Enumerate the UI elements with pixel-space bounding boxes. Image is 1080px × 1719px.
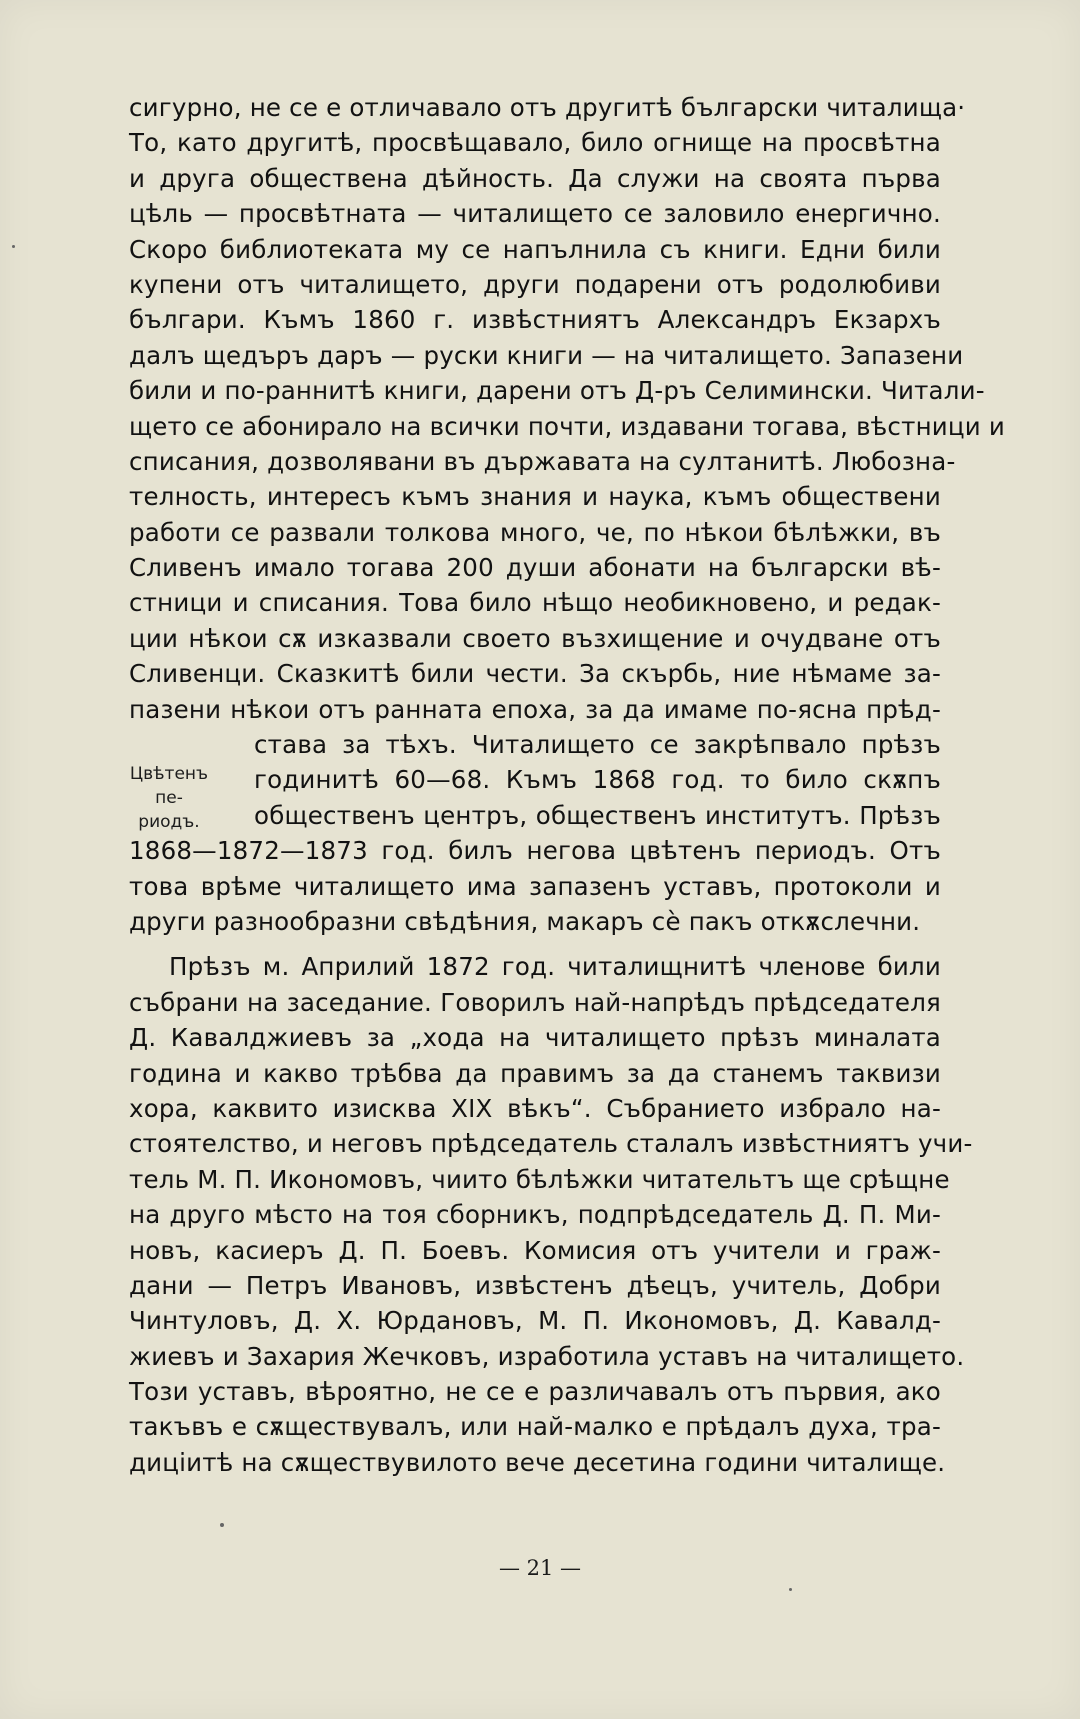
text-line-inset: годинитѣ 60—68. Къмъ 1868 год. то било скѫпъ bbox=[254, 765, 941, 795]
margin-note-line: риодъ. bbox=[138, 812, 200, 832]
text-line: работи се развали толкова много, че, по нѣкои бѣлѣжки, въ bbox=[129, 517, 941, 547]
text-line: хора, каквито изисква XIX вѣкъ“. Събранието избрало на- bbox=[129, 1093, 941, 1123]
text-line: тель М. П. Икономовъ, чиито бѣлѣжки читательтъ ще срѣщне bbox=[129, 1164, 950, 1194]
text-line: година и какво трѣбва да правимъ за да станемъ таквизи bbox=[129, 1058, 941, 1088]
text-line: това врѣме читалището има запазенъ уставъ, протоколи и bbox=[129, 871, 941, 901]
text-line: купени отъ читалището, други подарени отъ родолюбиви bbox=[129, 269, 941, 299]
text-line: 1868—1872—1873 год. билъ негова цвѣтенъ периодъ. Отъ bbox=[129, 836, 941, 866]
text-line: стоятелство, и неговъ прѣдседатель сталалъ извѣстниятъ учи- bbox=[129, 1129, 973, 1159]
text-line: новъ, касиеръ Д. П. Боевъ. Комисия отъ учители и граж- bbox=[129, 1235, 941, 1265]
text-line: били и по-раннитѣ книги, дарени отъ Д-ръ Селимински. Читали- bbox=[129, 376, 985, 406]
text-line: Прѣзъ м. Априлий 1872 год. читалищнитѣ членове били bbox=[169, 952, 941, 982]
text-line: Скоро библиотеката му се напълнила съ книги. Едни били bbox=[129, 234, 941, 264]
text-line-inset: става за тѣхъ. Читалището се закрѣпвало прѣзъ bbox=[254, 730, 941, 760]
paper-speck bbox=[220, 1523, 224, 1527]
text-line-inset: общественъ центръ, общественъ институтъ. Прѣзъ bbox=[254, 800, 941, 830]
text-line: цѣль — просвѣтната — читалището се заловило енергично. bbox=[129, 199, 941, 229]
text-line: Д. Кавалджиевъ за „хода на читалището прѣзъ миналата bbox=[129, 1023, 941, 1053]
text-line: дицiитѣ на сѫществувилото вече десетина години читалище. bbox=[129, 1447, 946, 1477]
text-line: Сливенци. Сказкитѣ били чести. За скърбь, ние нѣмаме за- bbox=[129, 659, 941, 689]
paper-speck bbox=[12, 245, 15, 248]
text-line: щето се абонирало на всички почти, издавани тогава, вѣстници и bbox=[129, 411, 1006, 441]
text-line: Този уставъ, вѣроятно, не се е различавалъ отъ първия, ако bbox=[129, 1377, 941, 1407]
text-line: телность, интересъ къмъ знания и наука, къмъ обществени bbox=[129, 482, 941, 512]
text-line: събрани на заседание. Говорилъ най-напрѣдъ прѣдседателя bbox=[129, 987, 941, 1017]
text-line: списания, дозволявани въ държавата на султанитѣ. Любозна- bbox=[129, 446, 956, 476]
text-line: ции нѣкои сѫ изказвали своето възхищение и очудване отъ bbox=[129, 623, 941, 653]
text-line: други разнообразни свѣдѣния, макаръ сѐ пакъ откѫслечни. bbox=[129, 906, 921, 936]
paper-speck bbox=[789, 1588, 792, 1591]
text-line: сигурно, не се е отличавало отъ другитѣ български читалища· bbox=[129, 93, 966, 122]
text-line: стници и списания. Това било нѣщо необикновено, и редак- bbox=[129, 588, 941, 618]
text-line: такъвъ е сѫществувалъ, или най-малко е прѣдалъ духа, тра- bbox=[129, 1412, 941, 1442]
text-line: Сливенъ имало тогава 200 души абонати на български вѣ- bbox=[129, 553, 941, 583]
text-line: Чинтуловъ, Д. Х. Юрдановъ, М. П. Икономовъ, Д. Кавалд- bbox=[129, 1306, 941, 1336]
margin-note-line: Цвѣтенъ пе- bbox=[129, 764, 209, 808]
text-line: дани — Петръ Ивановъ, извѣстенъ дѣецъ, учитель, Добри bbox=[129, 1270, 941, 1300]
text-line: жиевъ и Захария Жечковъ, изработила уставъ на читалището. bbox=[129, 1341, 965, 1371]
main-text-block bbox=[129, 90, 1006, 1480]
text-line: далъ щедъръ даръ — руски книги — на читалището. Запазени bbox=[129, 340, 964, 370]
text-line: българи. Къмъ 1860 г. извѣстниятъ Александръ Екзархъ bbox=[129, 305, 941, 335]
text-line: на друго мѣсто на тоя сборникъ, подпрѣдседатель Д. П. Ми- bbox=[129, 1200, 941, 1230]
margin-note bbox=[114, 762, 224, 834]
text-line: То, като другитѣ, просвѣщавало, било огнище на просвѣтна bbox=[129, 128, 941, 158]
text-line: пазени нѣкои отъ ранната епоха, за да имаме по-ясна прѣд- bbox=[129, 694, 941, 724]
page-number: — 21 — bbox=[498, 1556, 582, 1580]
text-line: и друга обществена дѣйность. Да служи на своята първа bbox=[129, 163, 941, 193]
